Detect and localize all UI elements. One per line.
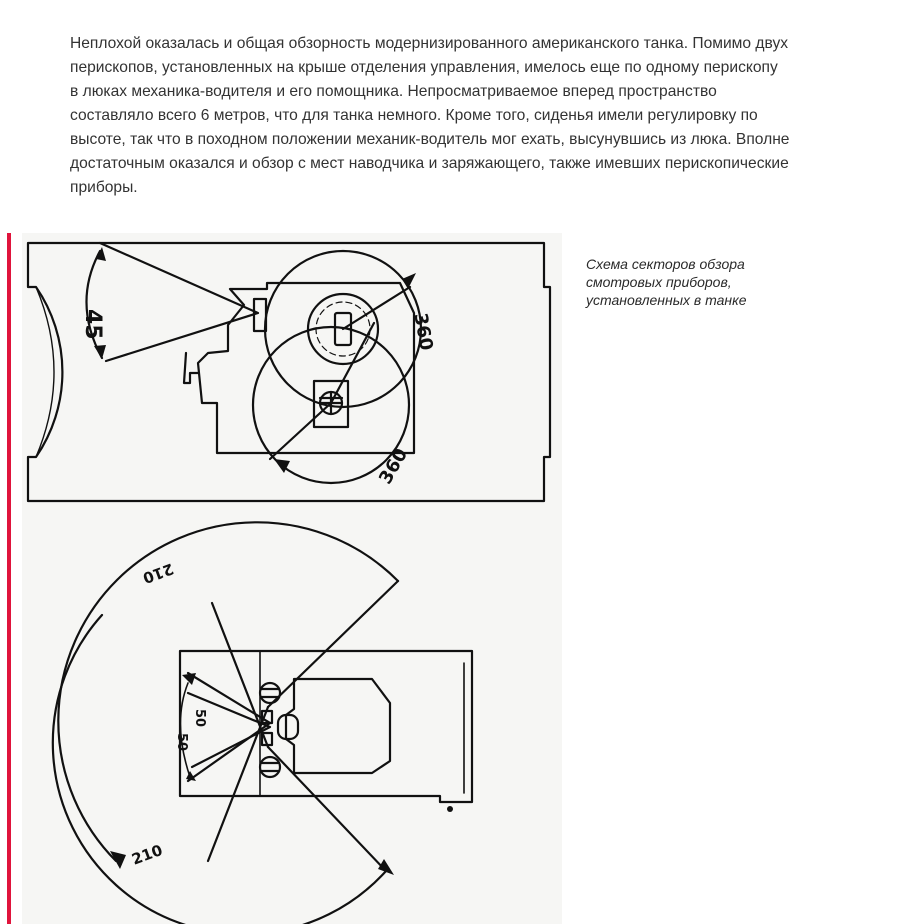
article-paragraph: Неплохой оказалась и общая обзорность модернизированного американского танка. Помимо двух перископов, установленных на крыше отделения управления, имелось еще по одному перископу в люках механика-водителя и его помощника. Непросматриваемое вперед пространство составляло всего 6 метров, что для танка немного. Кроме того, сиденья имели регулировку по высоте, так что в походном положении механик-водитель мог ехать, высунувшись из люка. Вполне достаточным оказался и обзор с мест наводчика и заряжающего, также имевших перископические приборы. — [70, 35, 790, 196]
label-360-top: 360 — [409, 311, 437, 353]
figure-block — [0, 233, 912, 924]
bottom-periscope-upper — [260, 683, 280, 703]
top-sector-45-arc — [86, 251, 102, 358]
label-360-bottom: 360 — [375, 444, 413, 488]
label-210-bottom: 210 — [129, 840, 165, 869]
label-210-top: 210 — [140, 559, 177, 588]
top-sector-45-lines — [100, 243, 258, 361]
vision-sectors-diagram — [22, 233, 562, 924]
bottom-hull-diagram — [53, 522, 472, 924]
figure-caption: Схема секторов обзора смотровых приборов, установленных в танке — [586, 256, 747, 308]
top-compartment-outline — [198, 283, 414, 453]
bottom-hull-outline — [180, 651, 472, 802]
label-50-a: 50 — [192, 709, 207, 728]
bottom-periscope-lower — [260, 757, 280, 777]
label-45: 45 — [80, 309, 105, 340]
label-50-b: 50 — [174, 733, 189, 752]
bottom-compartment-outline — [286, 679, 390, 773]
accent-bar — [7, 233, 11, 924]
bottom-sector-210-lower — [268, 747, 386, 871]
top-hull-diagram — [28, 243, 550, 501]
